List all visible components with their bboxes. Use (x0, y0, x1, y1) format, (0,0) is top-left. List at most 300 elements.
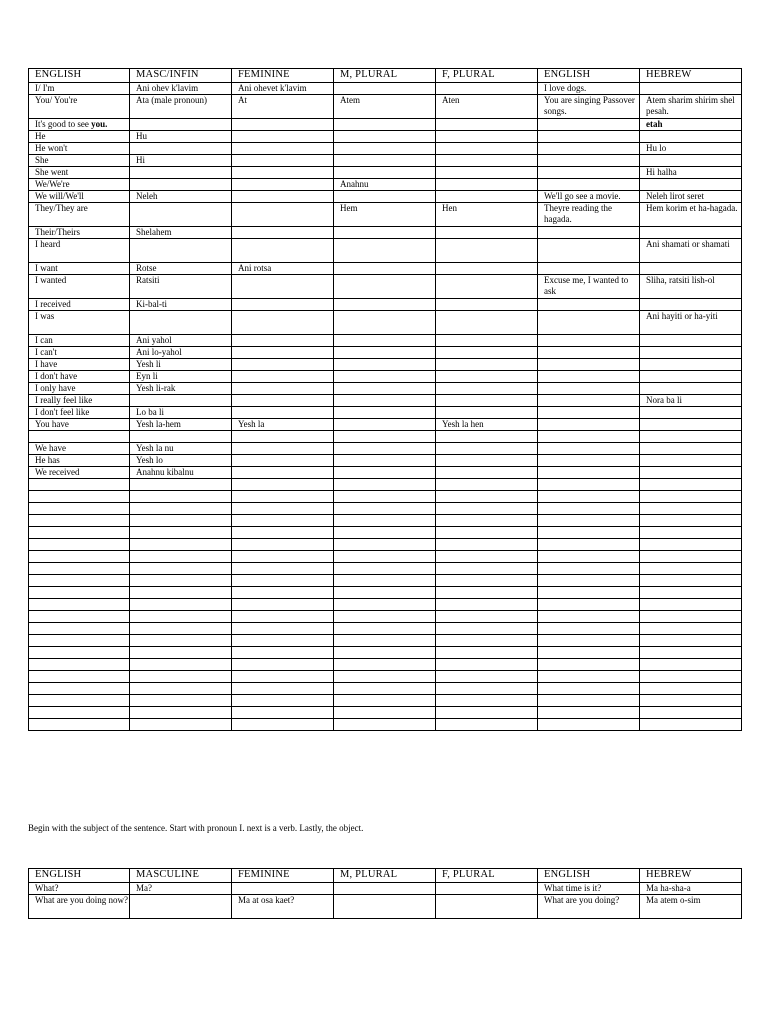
table-cell: Eyn li (130, 371, 232, 383)
empty-cell (29, 515, 130, 527)
empty-cell (538, 671, 640, 683)
table-cell (334, 83, 436, 95)
empty-cell (640, 563, 742, 575)
table-cell (130, 395, 232, 407)
column-header: ENGLISH (538, 869, 640, 883)
empty-cell (232, 647, 334, 659)
empty-cell (334, 563, 436, 575)
table-cell: Ata (male pronoun) (130, 95, 232, 119)
table-cell (436, 227, 538, 239)
empty-cell (538, 647, 640, 659)
table-cell: What are you doing now? (29, 895, 130, 919)
table-cell (640, 131, 742, 143)
table-cell (232, 443, 334, 455)
table-cell (436, 395, 538, 407)
empty-cell (538, 527, 640, 539)
table-cell: Theyre reading the hagada. (538, 203, 640, 227)
empty-cell (436, 659, 538, 671)
table-cell (334, 263, 436, 275)
empty-table-row (29, 575, 742, 587)
table-cell (640, 359, 742, 371)
empty-cell (29, 683, 130, 695)
empty-cell (538, 515, 640, 527)
table-cell (232, 407, 334, 419)
empty-cell (640, 695, 742, 707)
empty-cell (640, 671, 742, 683)
empty-cell (334, 611, 436, 623)
empty-table-row (29, 611, 742, 623)
empty-cell (29, 671, 130, 683)
table-cell (538, 335, 640, 347)
table-cell (640, 455, 742, 467)
table-cell (538, 263, 640, 275)
table-cell: Rotse (130, 263, 232, 275)
table-cell (640, 419, 742, 431)
column-header: ENGLISH (538, 69, 640, 83)
empty-cell (232, 503, 334, 515)
empty-cell (232, 635, 334, 647)
empty-cell (436, 563, 538, 575)
table-cell (334, 455, 436, 467)
empty-cell (538, 623, 640, 635)
table-cell (436, 311, 538, 335)
empty-cell (232, 491, 334, 503)
table-cell: Yesh lo (130, 455, 232, 467)
table-cell: Yesh li-rak (130, 383, 232, 395)
table-cell (538, 155, 640, 167)
empty-cell (29, 491, 130, 503)
empty-cell (232, 611, 334, 623)
table-cell (334, 311, 436, 335)
column-header: MASC/INFIN (130, 69, 232, 83)
empty-cell (538, 719, 640, 731)
empty-cell (130, 695, 232, 707)
empty-cell (232, 479, 334, 491)
table-cell: He has (29, 455, 130, 467)
empty-cell (232, 599, 334, 611)
table-cell (640, 263, 742, 275)
empty-cell (436, 635, 538, 647)
table-row (29, 395, 742, 407)
table-cell: Hu lo (640, 143, 742, 155)
table-cell: I really feel like (29, 395, 130, 407)
empty-cell (436, 647, 538, 659)
table-cell (436, 359, 538, 371)
empty-cell (538, 503, 640, 515)
empty-table-row (29, 695, 742, 707)
empty-cell (334, 527, 436, 539)
table-cell (334, 299, 436, 311)
empty-cell (232, 683, 334, 695)
empty-cell (130, 659, 232, 671)
empty-cell (130, 683, 232, 695)
table-row (29, 131, 742, 143)
empty-table-row (29, 479, 742, 491)
table-cell: Ki-bal-ti (130, 299, 232, 311)
empty-cell (232, 659, 334, 671)
table-cell (232, 239, 334, 263)
empty-cell (130, 527, 232, 539)
table-cell (538, 383, 640, 395)
empty-cell (232, 587, 334, 599)
column-header: M, PLURAL (334, 869, 436, 883)
table-cell: At (232, 95, 334, 119)
table-cell (334, 143, 436, 155)
table-cell (334, 431, 436, 443)
table-cell: Ani rotsa (232, 263, 334, 275)
empty-table-row (29, 539, 742, 551)
empty-table-row (29, 587, 742, 599)
empty-cell (334, 683, 436, 695)
empty-cell (436, 611, 538, 623)
empty-cell (130, 647, 232, 659)
empty-cell (29, 527, 130, 539)
table-cell (130, 431, 232, 443)
empty-table-row (29, 719, 742, 731)
empty-table-row (29, 551, 742, 563)
empty-table-row (29, 647, 742, 659)
table-cell (130, 143, 232, 155)
table-cell (334, 155, 436, 167)
table-row (29, 119, 742, 131)
empty-table-row (29, 599, 742, 611)
empty-cell (640, 539, 742, 551)
table-cell: Yesh la nu (130, 443, 232, 455)
table-cell (436, 299, 538, 311)
table-cell (436, 407, 538, 419)
table-cell (538, 299, 640, 311)
empty-cell (538, 707, 640, 719)
empty-cell (334, 479, 436, 491)
table-cell (538, 119, 640, 131)
empty-cell (538, 575, 640, 587)
table-cell: I can (29, 335, 130, 347)
empty-cell (538, 599, 640, 611)
table-cell: Ratsiti (130, 275, 232, 299)
empty-cell (334, 587, 436, 599)
table-cell: We'll go see a movie. (538, 191, 640, 203)
table-cell (538, 311, 640, 335)
table-cell (640, 155, 742, 167)
empty-cell (640, 575, 742, 587)
table-cell (232, 455, 334, 467)
empty-cell (29, 611, 130, 623)
empty-cell (334, 647, 436, 659)
table-cell (538, 167, 640, 179)
table-cell: Hi (130, 155, 232, 167)
table-cell: Ani yahol (130, 335, 232, 347)
table-cell: I/ I'm (29, 83, 130, 95)
empty-cell (232, 707, 334, 719)
empty-cell (232, 671, 334, 683)
empty-cell (640, 503, 742, 515)
table-cell (232, 131, 334, 143)
empty-cell (130, 587, 232, 599)
empty-cell (640, 719, 742, 731)
empty-cell (334, 659, 436, 671)
table-cell (436, 383, 538, 395)
empty-cell (130, 719, 232, 731)
table-cell (436, 83, 538, 95)
table-cell (538, 443, 640, 455)
column-header: MASCULINE (130, 869, 232, 883)
empty-cell (29, 707, 130, 719)
table-cell (232, 119, 334, 131)
table-cell: We/We're (29, 179, 130, 191)
table-cell: She went (29, 167, 130, 179)
table-cell (538, 371, 640, 383)
table-cell: Lo ba li (130, 407, 232, 419)
table-cell (640, 227, 742, 239)
table-cell: I wanted (29, 275, 130, 299)
empty-table-row (29, 635, 742, 647)
empty-cell (130, 611, 232, 623)
table-row (29, 83, 742, 95)
table-cell: He won't (29, 143, 130, 155)
table-cell (334, 467, 436, 479)
table-cell: You/ You're (29, 95, 130, 119)
table-row (29, 895, 742, 919)
table-row (29, 455, 742, 467)
table-cell: Anahnu (334, 179, 436, 191)
table-cell: Ani ohevet k'lavim (232, 83, 334, 95)
empty-cell (29, 539, 130, 551)
table-cell: etah (640, 119, 742, 131)
table-cell: Ani lo-yahol (130, 347, 232, 359)
empty-cell (130, 671, 232, 683)
empty-cell (538, 587, 640, 599)
table-row (29, 883, 742, 895)
table-cell (538, 239, 640, 263)
table-cell (640, 431, 742, 443)
empty-cell (538, 491, 640, 503)
empty-cell (640, 527, 742, 539)
empty-cell (29, 719, 130, 731)
empty-cell (436, 491, 538, 503)
table-cell (334, 443, 436, 455)
table-cell: Neleh lirot seret (640, 191, 742, 203)
table-cell (334, 371, 436, 383)
table-row (29, 275, 742, 299)
column-header: ENGLISH (29, 69, 130, 83)
empty-cell (538, 695, 640, 707)
table-cell: I only have (29, 383, 130, 395)
table-cell: Ma? (130, 883, 232, 895)
table-cell: Shelahem (130, 227, 232, 239)
empty-table-row (29, 503, 742, 515)
table-cell (232, 395, 334, 407)
table-cell (538, 455, 640, 467)
empty-cell (334, 707, 436, 719)
table-cell: Neleh (130, 191, 232, 203)
table-cell: Ma atem o-sim (640, 895, 742, 919)
table-cell: Hu (130, 131, 232, 143)
table-row (29, 239, 742, 263)
empty-cell (436, 623, 538, 635)
empty-cell (232, 623, 334, 635)
table-cell: You have (29, 419, 130, 431)
empty-table-row (29, 563, 742, 575)
empty-cell (232, 539, 334, 551)
table-row (29, 359, 742, 371)
table-cell: I have (29, 359, 130, 371)
empty-cell (436, 587, 538, 599)
table-cell: I heard (29, 239, 130, 263)
table-cell (232, 203, 334, 227)
empty-cell (538, 611, 640, 623)
empty-cell (130, 503, 232, 515)
table-cell (334, 395, 436, 407)
table-cell (334, 167, 436, 179)
emphasis-text: you. (91, 119, 108, 129)
column-header: F, PLURAL (436, 869, 538, 883)
column-header: HEBREW (640, 69, 742, 83)
table-cell (232, 371, 334, 383)
empty-cell (640, 635, 742, 647)
empty-cell (334, 599, 436, 611)
empty-cell (538, 635, 640, 647)
empty-cell (232, 527, 334, 539)
table-cell: Yesh li (130, 359, 232, 371)
table-cell: It's good to see you. (29, 119, 130, 131)
table-cell: We will/We'll (29, 191, 130, 203)
table-cell (640, 347, 742, 359)
empty-cell (334, 695, 436, 707)
table-cell: Aten (436, 95, 538, 119)
table-cell: I want (29, 263, 130, 275)
empty-cell (436, 479, 538, 491)
empty-table-row (29, 659, 742, 671)
table-cell (334, 227, 436, 239)
column-header: M, PLURAL (334, 69, 436, 83)
table-row (29, 335, 742, 347)
empty-cell (640, 479, 742, 491)
empty-cell (640, 683, 742, 695)
empty-cell (538, 659, 640, 671)
table-cell: They/They are (29, 203, 130, 227)
table-cell (640, 335, 742, 347)
table-cell: You are singing Passover songs. (538, 95, 640, 119)
empty-table-row (29, 707, 742, 719)
table-row (29, 263, 742, 275)
table-cell (334, 883, 436, 895)
table-cell (640, 467, 742, 479)
empty-table-row (29, 491, 742, 503)
empty-cell (640, 707, 742, 719)
table-row (29, 443, 742, 455)
table-row (29, 383, 742, 395)
empty-cell (538, 551, 640, 563)
table-cell: Hem korim et ha-hagada. (640, 203, 742, 227)
table-cell (232, 227, 334, 239)
table-row (29, 227, 742, 239)
table-cell (436, 371, 538, 383)
table-cell (640, 371, 742, 383)
table-cell: She (29, 155, 130, 167)
empty-cell (130, 707, 232, 719)
table-cell: Hem (334, 203, 436, 227)
empty-cell (29, 479, 130, 491)
table-row (29, 143, 742, 155)
empty-cell (29, 575, 130, 587)
empty-cell (436, 707, 538, 719)
empty-table-row (29, 515, 742, 527)
empty-cell (334, 623, 436, 635)
table-cell: Excuse me, I wanted to ask (538, 275, 640, 299)
empty-cell (130, 599, 232, 611)
table-cell (334, 895, 436, 919)
table-cell (436, 263, 538, 275)
empty-cell (130, 563, 232, 575)
table-cell (232, 383, 334, 395)
empty-cell (334, 575, 436, 587)
table-row (29, 299, 742, 311)
empty-cell (130, 575, 232, 587)
empty-cell (436, 671, 538, 683)
table-cell (436, 455, 538, 467)
table-cell (232, 191, 334, 203)
table-cell (538, 179, 640, 191)
empty-cell (640, 587, 742, 599)
table-cell: What? (29, 883, 130, 895)
table-row (29, 467, 742, 479)
empty-cell (640, 515, 742, 527)
empty-table-row (29, 623, 742, 635)
table-cell (538, 431, 640, 443)
table-cell (436, 167, 538, 179)
question-table (28, 868, 742, 919)
table-cell: I don't have (29, 371, 130, 383)
empty-cell (334, 515, 436, 527)
empty-cell (130, 623, 232, 635)
empty-cell (436, 719, 538, 731)
table-cell (334, 407, 436, 419)
table-cell: Yesh la hen (436, 419, 538, 431)
column-header: F, PLURAL (436, 69, 538, 83)
empty-cell (232, 695, 334, 707)
table-cell (436, 143, 538, 155)
empty-cell (436, 551, 538, 563)
table-cell (232, 359, 334, 371)
empty-cell (29, 647, 130, 659)
table-cell (538, 395, 640, 407)
table-cell (538, 131, 640, 143)
table-row (29, 203, 742, 227)
table-cell (232, 347, 334, 359)
table-cell (640, 443, 742, 455)
table-cell: Ani ohev k'lavim (130, 83, 232, 95)
table-cell (436, 191, 538, 203)
table-cell (436, 275, 538, 299)
table-cell (130, 311, 232, 335)
table-cell (538, 347, 640, 359)
empty-cell (640, 491, 742, 503)
table-cell (436, 883, 538, 895)
empty-cell (436, 683, 538, 695)
empty-cell (29, 659, 130, 671)
table-cell (640, 407, 742, 419)
table-cell (232, 167, 334, 179)
vocabulary-table-body (29, 69, 742, 731)
empty-cell (232, 563, 334, 575)
table-cell: Sliha, ratsiti lish-ol (640, 275, 742, 299)
empty-table-row (29, 683, 742, 695)
empty-cell (538, 539, 640, 551)
table-cell: Hi halha (640, 167, 742, 179)
table-cell (334, 131, 436, 143)
empty-cell (130, 635, 232, 647)
column-header: FEMININE (232, 869, 334, 883)
